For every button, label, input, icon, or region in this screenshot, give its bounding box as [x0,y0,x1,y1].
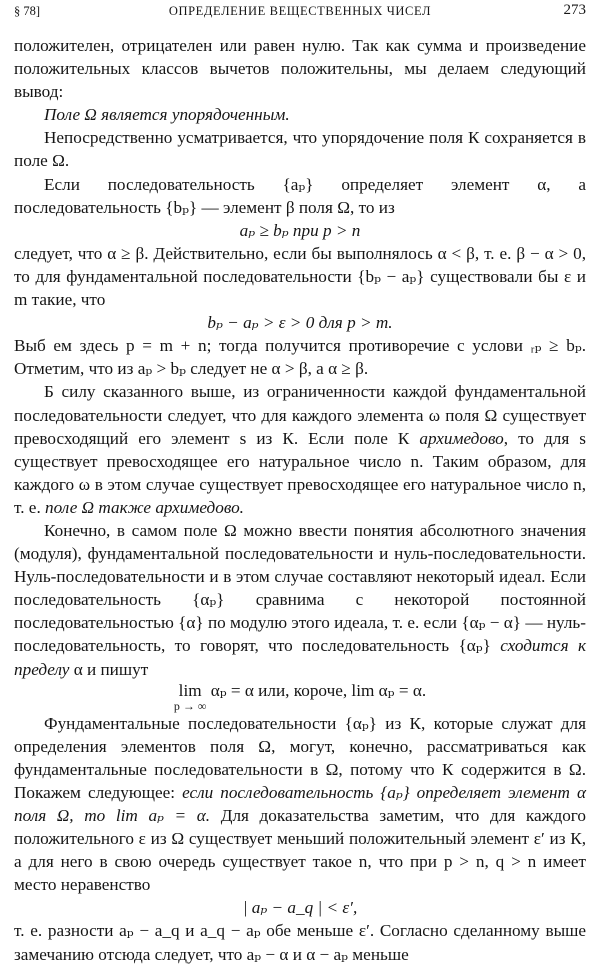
text-span: α и пишут [69,659,149,679]
emphasis: если последовательность {aₚ} определяет элемент α поля Ω, то lim aₚ = α. [14,782,586,825]
paragraph [14,519,586,681]
running-header [14,2,586,24]
paragraph: Если последовательность {aₚ} определяет элемент α, а последовательность {bₚ} — элемент β поля Ω, то из [14,174,586,217]
paragraph: следует, что α ≥ β. Действительно, если бы выполнялось α < β, т. е. β − α > 0, то для фундаментальной последовательности {bₚ − aₚ} существовали бы ε и m такие, что [14,243,586,310]
text-span: Б силу сказанного выше, из ограниченности каждой фундаментальной последовательности следует, что для каждого элемента ω поля Ω существует превосходящий его элемент s из К. Если поле К [14,382,586,448]
lim-word: lim [178,680,202,700]
page-number: 273 [563,2,586,18]
text-span: Конечно, в самом поле Ω можно ввести понятия абсолютного значения (модуля), фундаментальной последовательности и нуль-последовательности. Нуль-последовательности и в этом случае составляют некоторый идеал. Если последовательность {αₚ} сравнима с некоторой постоянной последовательностью {α} по модулю этого идеала, т. е. если {αₚ − α} — нуль-последовательность, то говорят, что последовательность {αₚ} [14,520,586,656]
paragraph: положителен, отрицателен или равен нулю. Так как сумма и произведение положительных классов вычетов положительны, мы делаем следующий вывод: [14,36,586,102]
emphasis: поле Ω также архимедово. [45,497,244,517]
formula: aₚ ≥ bₚ при p > n [239,220,361,240]
formula: | aₚ − a_q | < ε′, [242,898,358,918]
formula: bₚ − aₚ > ε > 0 для p > m. [207,313,393,333]
paragraph [14,712,586,897]
limit-operator [174,681,207,712]
page-body [14,34,586,966]
paragraph [14,380,586,519]
paragraph: Выб ем здесь p = m + n; тогда получится противоречие с услови ᵣₚ ≥ bₚ. Отметим, что из aₚ > bₚ следует не α > β, а α ≥ β. [14,336,586,379]
statement-ordered: Поле Ω является упорядоченным. [44,105,290,125]
text-span: Для доказательства заметим, что для каждого положительного ε из Ω существует меньший положительный элемент ε′ из К, а для него в свою очередь существует такое n, что при p > n, q > n имеет место неравенство [14,806,587,895]
text-span: , то для s существует превосходящее его натуральное число n. Таким образом, для каждого ω в этом случае существует превосходящее его натуральное число n, т. е. [14,428,586,517]
lim-subscript: p → ∞ [173,698,207,713]
paragraph: т. е. разности aₚ − a_q и a_q − aₚ обе меньше ε′. Согласно сделанному выше замечанию отсюда следует, что aₚ − α и α − aₚ меньше [14,921,586,964]
chapter-title: ОПРЕДЕЛЕНИЕ ВЕЩЕСТВЕННЫХ ЧИСЕЛ [168,4,432,18]
lim-expression: αₚ = α или, короче, lim αₚ = α. [210,680,427,700]
section-number: § 78] [14,4,41,18]
emphasis: архимедово [419,428,504,448]
emphasis: сходится к пределу [14,636,586,679]
text-span: Фундаментальные последовательности {αₚ} из К, которые служат для определения элементов поля Ω, могут, конечно, рассматриваться как фундаментальные последовательности в Ω, потому что К содержится в Ω. Покажем следующее: [14,713,586,802]
limit-formula [14,681,586,712]
paragraph: Непосредственно усматривается, что упорядочение поля К сохраняется в поле Ω. [14,128,586,171]
